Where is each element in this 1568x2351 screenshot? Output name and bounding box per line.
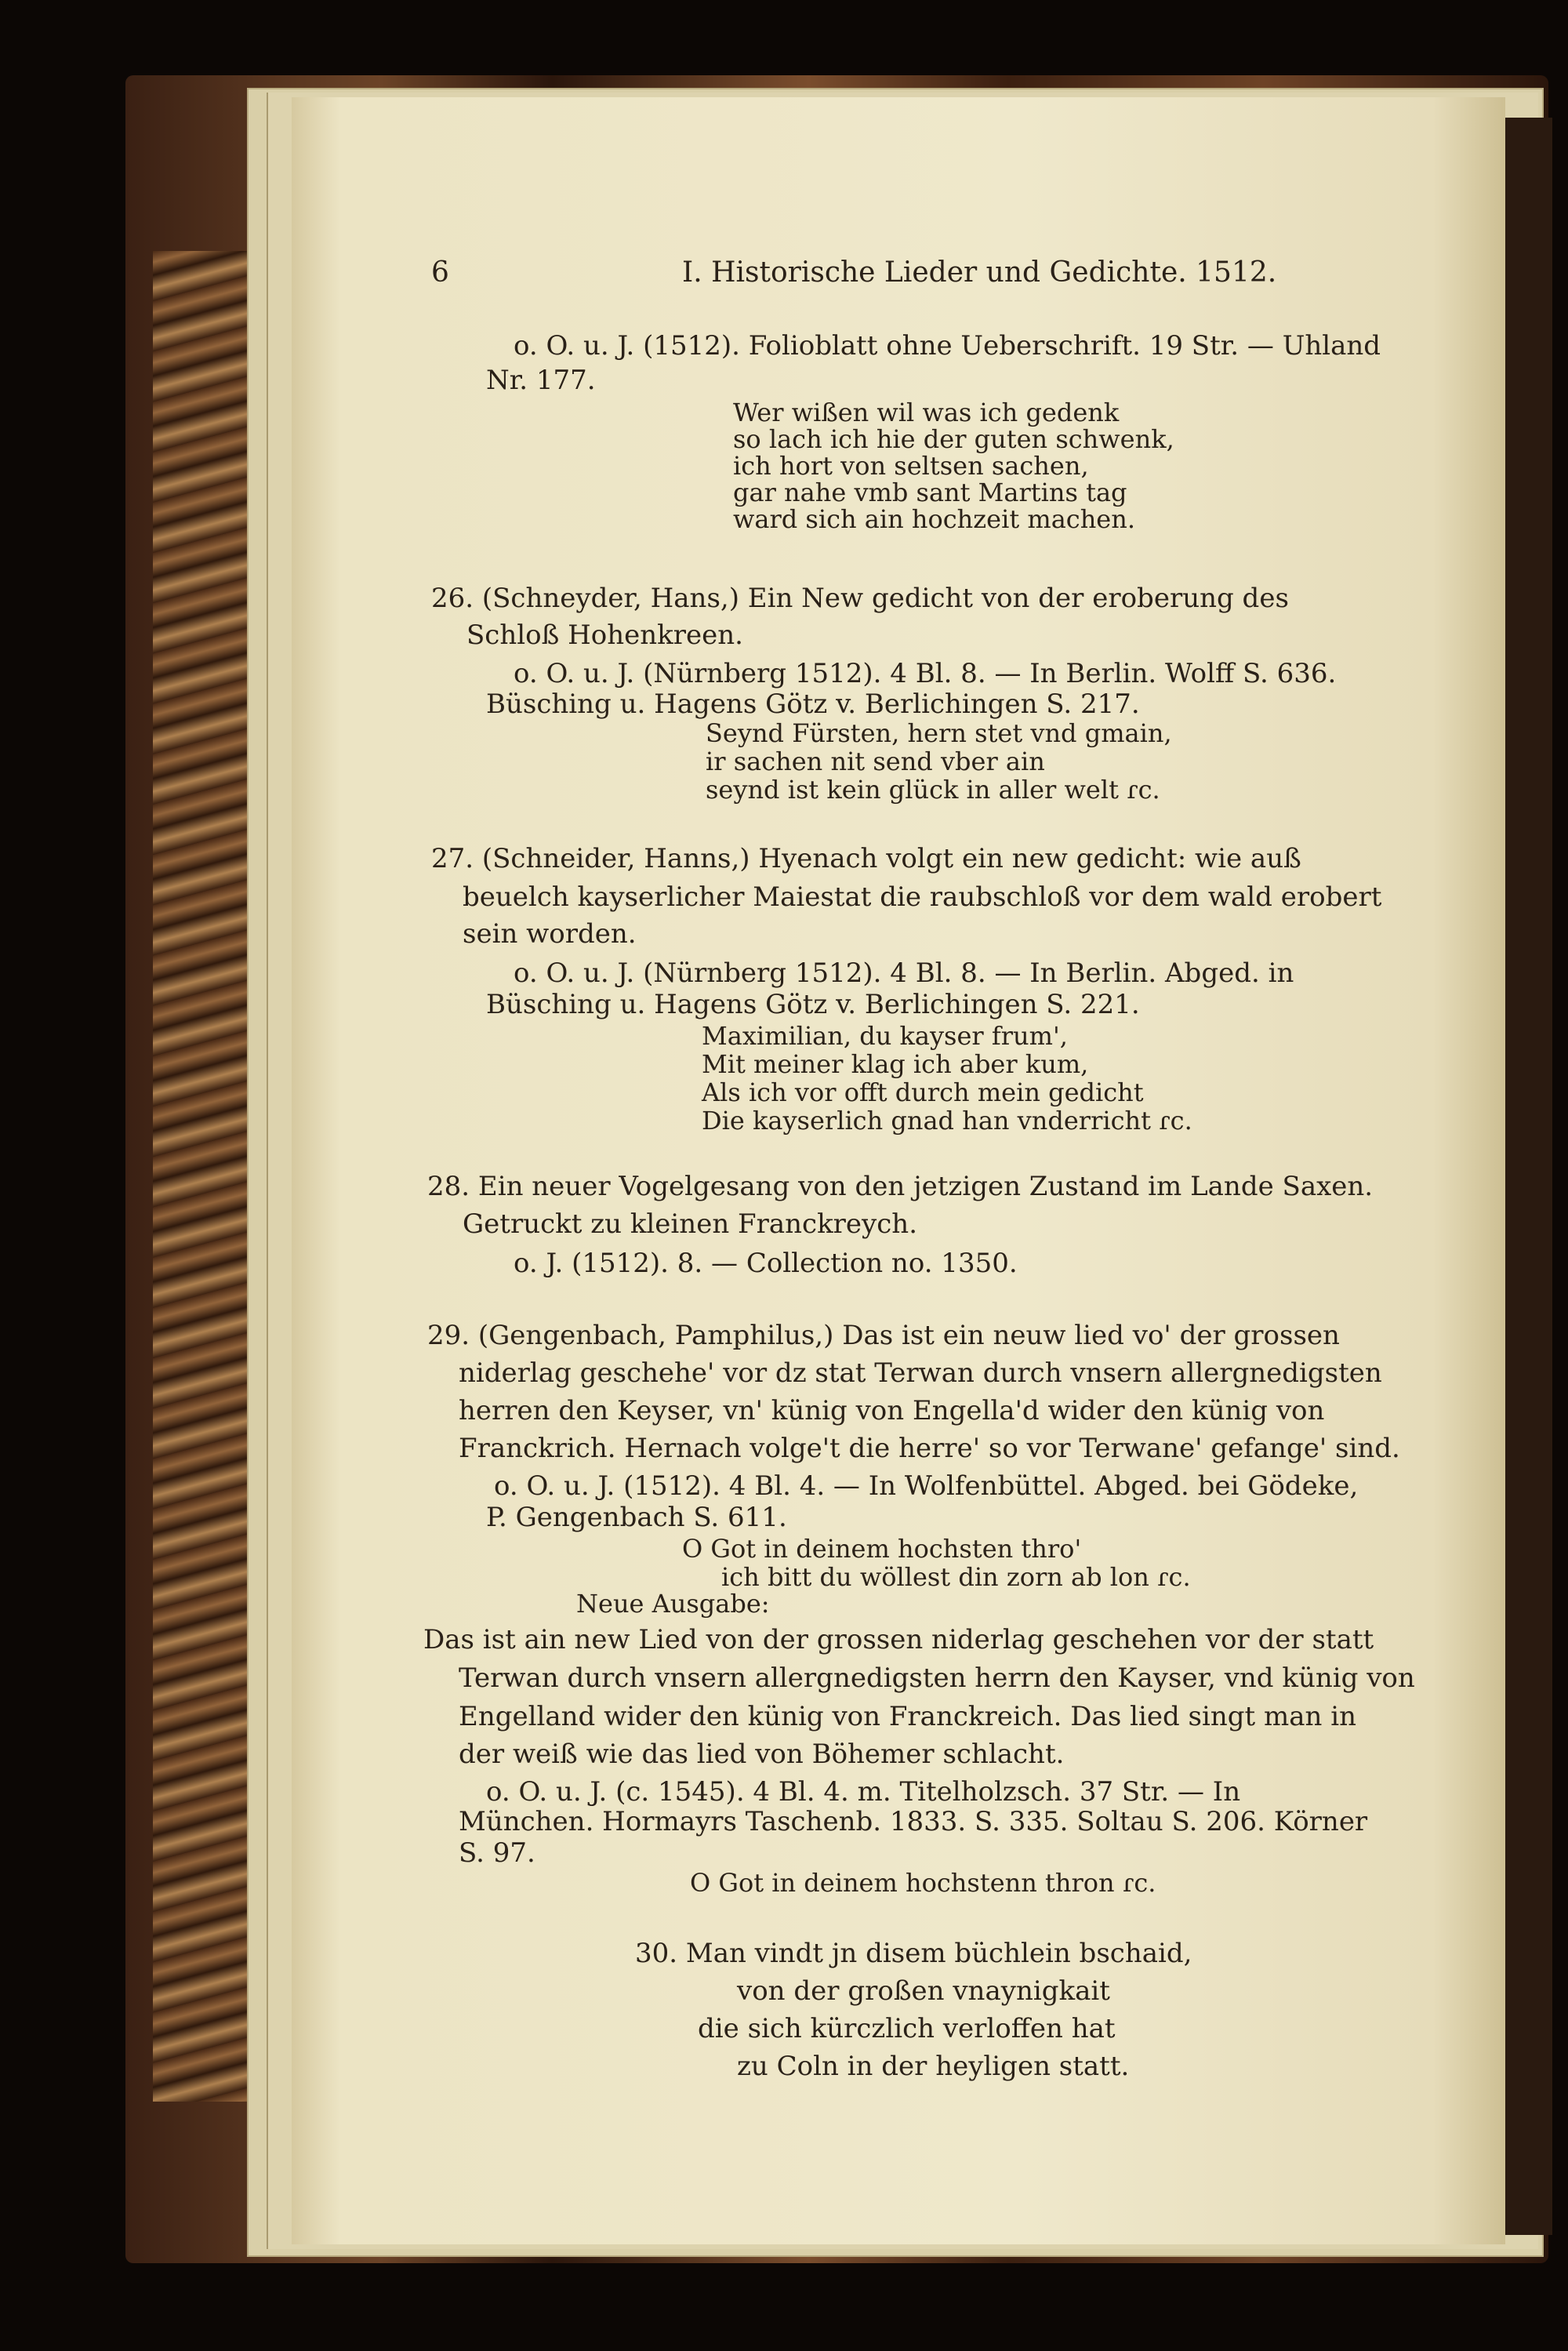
verse-line: so lach ich hie der guten schwenk, xyxy=(733,424,1174,454)
verse-line: von der großen vnaynigkait xyxy=(737,1975,1110,2007)
text-line: Terwan durch vnsern allergnedigsten herrn den Kayser, vnd künig von xyxy=(459,1662,1415,1694)
verse-line: O Got in deinem hochstenn thron ɾc. xyxy=(690,1868,1156,1898)
text-line: Das ist ain new Lied von der grossen niderlag geschehen vor der statt xyxy=(423,1624,1374,1655)
text-line: Büsching u. Hagens Götz v. Berlichingen S. 221. xyxy=(486,989,1140,1020)
entry-26-heading: 26. (Schneyder, Hans,) Ein New gedicht von der eroberung des xyxy=(431,583,1289,614)
text-line: der weiß wie das lied von Böhemer schlacht. xyxy=(459,1739,1065,1770)
verse-line: Die kayserlich gnad han vnderricht ɾc. xyxy=(702,1106,1192,1136)
text-line: Schloß Hohenkreen. xyxy=(466,620,743,651)
text-line: München. Hormayrs Taschenb. 1833. S. 335. Soltau S. 206. Körner xyxy=(459,1806,1368,1837)
text-line: Büsching u. Hagens Götz v. Berlichingen S. 217. xyxy=(486,689,1140,720)
verse-line: gar nahe vmb sant Martins tag xyxy=(733,478,1127,507)
text-line: sein worden. xyxy=(463,918,637,950)
verse-line: ich hort von seltsen sachen, xyxy=(733,451,1089,481)
text-line: Nr. 177. xyxy=(486,365,596,396)
binding-edge xyxy=(1505,118,1552,2235)
text-line: beuelch kayserlicher Maiestat die raubschloß vor dem wald erobert xyxy=(463,881,1382,913)
text-line: P. Gengenbach S. 611. xyxy=(486,1502,787,1533)
text-line: o. O. u. J. (Nürnberg 1512). 4 Bl. 8. — In Berlin. Wolff S. 636. xyxy=(514,658,1337,689)
running-head: I. Historische Lieder und Gedichte. 1512. xyxy=(682,256,1277,289)
text-line: o. O. u. J. (c. 1545). 4 Bl. 4. m. Titelholzsch. 37 Str. — In xyxy=(486,1776,1241,1808)
subheading: Neue Ausgabe: xyxy=(576,1589,770,1619)
verse-line: seynd ist kein glück in aller welt ɾc. xyxy=(706,775,1160,805)
verse-line: ich bitt du wöllest din zorn ab lon ɾc. xyxy=(721,1562,1191,1592)
text-line: o. O. u. J. (Nürnberg 1512). 4 Bl. 8. — In Berlin. Abged. in xyxy=(514,957,1294,989)
verse-line: Seynd Fürsten, hern stet vnd gmain, xyxy=(706,718,1172,748)
verse-line: die sich kürczlich verloffen hat xyxy=(698,2013,1116,2044)
verse-line: zu Coln in der heyligen statt. xyxy=(737,2051,1130,2082)
entry-30-verse: 30. Man vindt jn disem büchlein bschaid, xyxy=(635,1938,1192,1969)
verse-line: Als ich vor offt durch mein gedicht xyxy=(702,1077,1144,1107)
verse-line: Maximilian, du kayser frum', xyxy=(702,1021,1068,1051)
verse-line: ward sich ain hochzeit machen. xyxy=(733,504,1136,534)
text-line: S. 97. xyxy=(459,1837,535,1869)
page-number: 6 xyxy=(431,256,449,289)
verse-line: Wer wißen wil was ich gedenk xyxy=(733,398,1120,427)
verse-line: ir sachen nit send vber ain xyxy=(706,747,1045,776)
entry-28-heading: 28. Ein neuer Vogelgesang von den jetzigen Zustand im Lande Saxen. xyxy=(427,1171,1374,1202)
verse-line: Mit meiner klag ich aber kum, xyxy=(702,1049,1089,1079)
text-line: Getruckt zu kleinen Franckreych. xyxy=(463,1208,918,1240)
verse-line: O Got in deinem hochsten thro' xyxy=(682,1534,1082,1564)
text-line: o. O. u. J. (1512). 4 Bl. 4. — In Wolfenbüttel. Abged. bei Gödeke, xyxy=(494,1470,1359,1502)
text-line: niderlag geschehe' vor dz stat Terwan durch vnsern allergnedigsten xyxy=(459,1357,1382,1389)
entry-29-heading: 29. (Gengenbach, Pamphilus,) Das ist ein neuw lied vo' der grossen xyxy=(427,1320,1340,1351)
text-line: Franckrich. Hernach volge't die herre' so vor Terwane' gefange' sind. xyxy=(459,1433,1400,1464)
text-line: o. O. u. J. (1512). Folioblatt ohne Ueberschrift. 19 Str. — Uhland xyxy=(514,330,1381,362)
entry-27-heading: 27. (Schneider, Hanns,) Hyenach volgt ein new gedicht: wie auß xyxy=(431,843,1301,874)
text-line: Engelland wider den künig von Franckreich. Das lied singt man in xyxy=(459,1701,1356,1732)
text-line: o. J. (1512). 8. — Collection no. 1350. xyxy=(514,1248,1018,1279)
text-line: herren den Keyser, vn' künig von Engella'd wider den künig von xyxy=(459,1395,1325,1426)
